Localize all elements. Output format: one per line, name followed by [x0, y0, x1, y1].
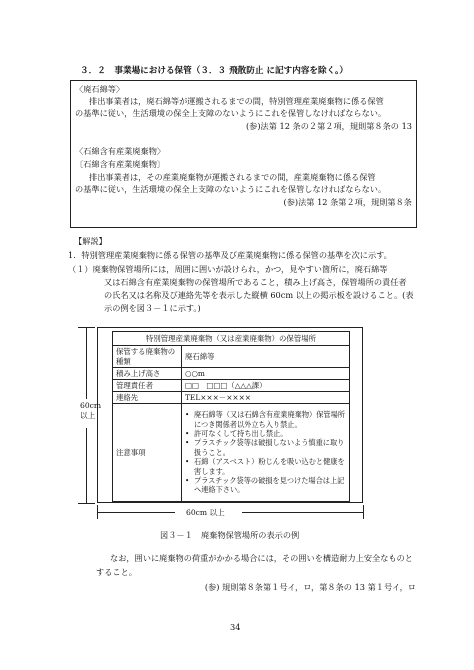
containing-header: 〈石綿含有産業廃棄物〉 [75, 146, 166, 156]
sign-note-item: • 許可なくして持ち出し禁止。 [185, 429, 346, 438]
sign-row-label: 積み上げ高さ [113, 368, 182, 380]
sign-row-value: ○○m [182, 368, 350, 380]
law-excerpt-box [70, 80, 417, 228]
section-title: ３．２ 事業場における保管（３．３ 飛散防止 に記す内容を除く。） [80, 66, 348, 76]
explanation-sub-1-line-1: （１）廃棄物保管場所には，周囲に囲いが設けられ，かつ，見やすい箇所に，廃石綿等 [68, 264, 388, 274]
containing-reference: (参)法第 12 条第２項，規則第８条 [283, 197, 412, 207]
containing-subheader: 〔石綿含有産業廃棄物〕 [75, 159, 166, 169]
containing-line-1: 排出事業者は，その産業廃棄物が運搬されるまでの間，産業廃棄物に係る保管 [89, 172, 376, 182]
sign-notes-list [185, 410, 346, 495]
explanation-label: 【解説】 [74, 236, 107, 246]
closing-line-1: なお，囲いに廃棄物の荷重がかかる場合には，その囲いを構造耐力上安全なものと [110, 553, 413, 563]
explanation-item-1: 1．特別管理産業廃棄物に係る保管の基準及び産業廃棄物に係る保管の基準を次に示す。 [68, 250, 392, 260]
sign-notes-label: 注意事項 [113, 404, 182, 502]
sign-note-item: • 石綿（アスベスト）粉じんを吸い込むと健康を害します。 [185, 457, 346, 476]
width-dimension-label: 60cm 以上 [186, 508, 225, 517]
sign-note-item: • プラスチック袋等の破損を見つけた場合は上記へ連絡下さい。 [185, 476, 346, 495]
height-dimension-label: 60cm 以上 [80, 401, 102, 420]
explanation-sub-1-line-2: 又は石綿含有産業廃棄物の保管場所であること，積み上げ高さ，保管場所の責任者 [104, 277, 407, 287]
figure-caption: 図３－１ 廃棄物保管場所の表示の例 [160, 530, 300, 540]
closing-reference: (参) 規則第８条第１号イ，ロ，第８条の 13 第１号イ，ロ [204, 582, 416, 592]
asbestos-line-1: 排出事業者は，廃石綿等が運搬されるまでの間，特別管理産業廃棄物に係る保管 [89, 96, 384, 106]
sign-note-item: • 廃石綿等（又は石綿含有産業廃棄物）保管場所につき関係者以外立ち入り禁止。 [185, 410, 346, 429]
sign-note-item: • プラスチック袋等は破損しないよう慎重に取り扱うこと。 [185, 438, 346, 457]
explanation-sub-1-line-4: 示の例を図３－１に示す。) [104, 303, 201, 313]
page-number: 34 [230, 622, 241, 632]
sign-row-value: □□ □□□（△△△課） [182, 380, 350, 392]
sign-row-value: TEL×××－×××× [182, 392, 350, 404]
notice-sign-table [112, 331, 350, 502]
asbestos-line-2: の基準に従い，生活環境の保全上支障のないようにこれを保管しなければならない。 [75, 108, 387, 118]
asbestos-header: 〈廃石綿等〉 [75, 84, 125, 94]
sign-title: 特別管理産業廃棄物（又は産業廃棄物）の保管場所 [113, 332, 350, 346]
asbestos-reference: (参)法第 12 条の２第２項，規則第８条の 13 [245, 121, 412, 131]
containing-line-2: の基準に従い，生活環境の保全上支障のないようにこれを保管しなければならない。 [75, 184, 387, 194]
sign-row-label: 管理責任者 [113, 380, 182, 392]
sign-row-label: 連絡先 [113, 392, 182, 404]
closing-line-2: すること。 [96, 567, 137, 577]
sign-row-value: 廃石綿等 [182, 346, 350, 368]
sign-row-label: 保管する廃棄物の種類 [113, 346, 182, 368]
explanation-sub-1-line-3: の氏名又は名称及び連絡先等を表示した縦横 60cm 以上の掲示板を設けること。(表 [104, 290, 414, 300]
